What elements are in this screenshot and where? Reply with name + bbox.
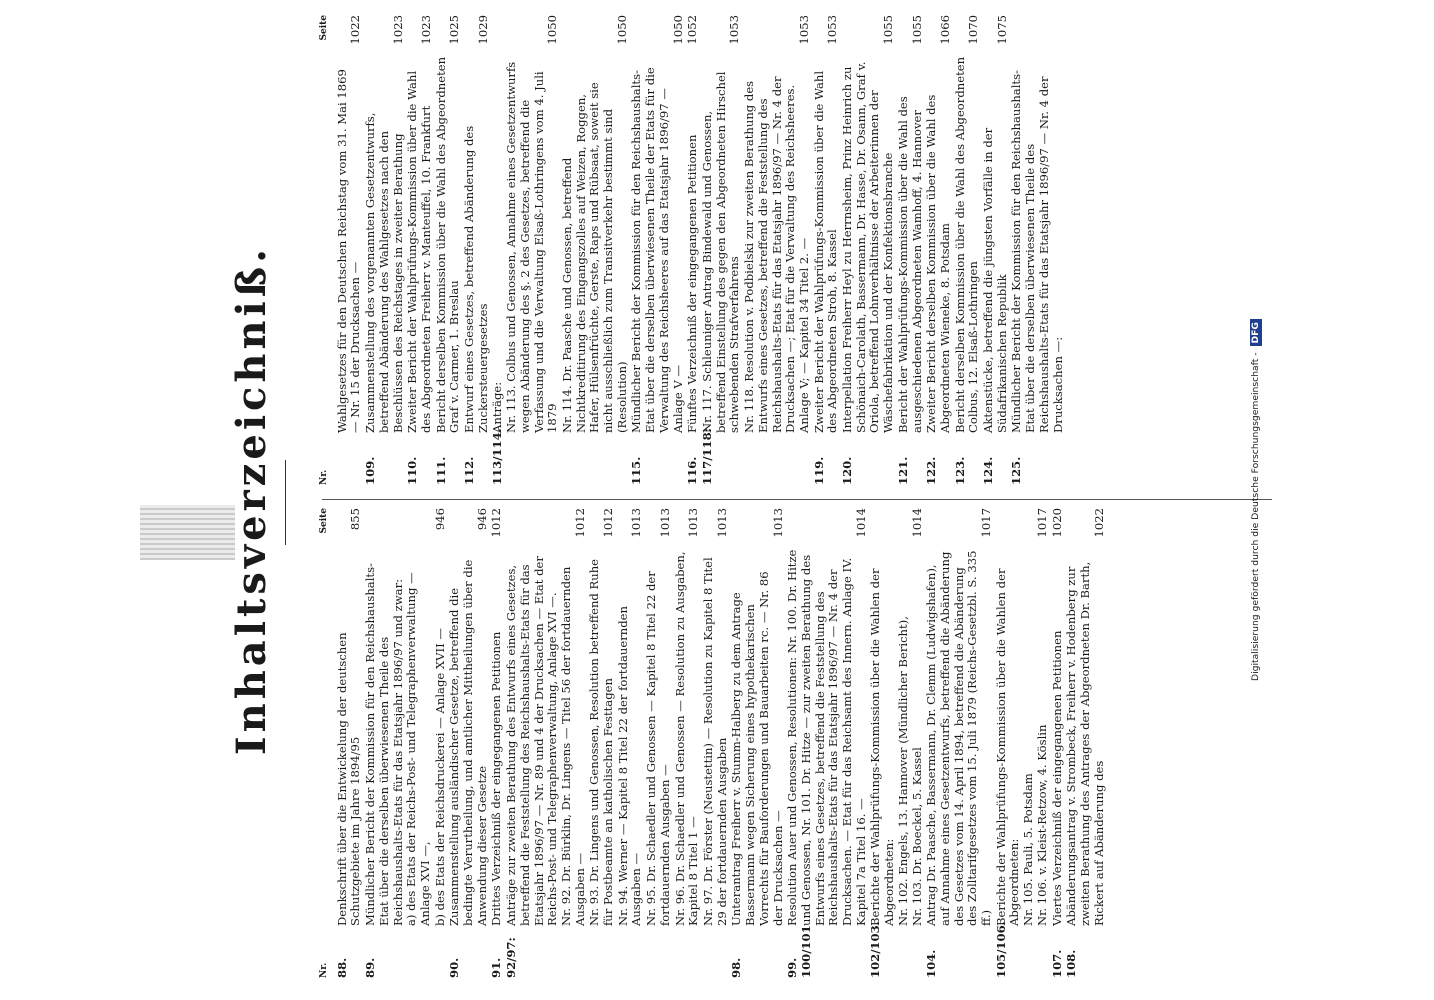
entry-page: 1013 bbox=[686, 508, 701, 538]
entry-number bbox=[336, 433, 363, 485]
entry-text: Zweiter Bericht der Wahlprüfungs-Kommission über die Wahl des Abgeordneten Freiherr v. Manteuffel, 10. Frankfurt bbox=[405, 70, 433, 433]
dfg-logo: DFG bbox=[1250, 319, 1262, 346]
entry-text: Fünftes Verzeichniß der eingegangenen Petitionen bbox=[685, 134, 700, 433]
entry-page: 1013 bbox=[629, 508, 644, 538]
entry-page: 1020 bbox=[1049, 508, 1064, 538]
entry-text: Abänderungsantrag v. Strombeck, Freiherr v. Hodenberg zur zweiten Berathung des Antrages der Abgeordneten Dr. Barth, Rickert auf Abänderung des bbox=[1064, 561, 1106, 926]
entry-text: Anträge zur zweiten Berathung des Entwurfs eines Gesetzes, betreffend die Feststellung des Reichshaushalts-Etats für das Etatsjahr 1896/97 — Nr. 89 und 4 der Drucksachen — Etat der Reichs-Post- und Telegraphenverwaltung, Anlage XVI —. Nr. 92. Dr. Bürklin, Dr. Lingens — Titel 56 der fortdauernden Ausgaben — bbox=[504, 556, 587, 926]
toc-entry bbox=[1010, 15, 1065, 485]
entry-number bbox=[645, 926, 672, 978]
entry-number: 91. bbox=[489, 957, 504, 978]
entry-number: 110. bbox=[405, 456, 420, 485]
toc-entry bbox=[336, 15, 363, 485]
toc-entry bbox=[630, 15, 685, 485]
entry-text: Mündlicher Bericht der Kommission für den Reichshaushalts-Etat über die derselben überwiesenen Theile des Reichshaushalts-Etats für das Etatsjahr 1896/97 — Nr. 4 der Drucksachen —: bbox=[1009, 70, 1065, 433]
entry-text: Zusammenstellung ausländischer Gesetze, betreffend die bedingte Verurtheilung, und amtlicher Mittheilungen über die Anwendung dieser Gesetze bbox=[447, 559, 489, 926]
toc-entry bbox=[982, 15, 1009, 485]
toc-entry bbox=[588, 508, 615, 978]
page-title: Inhaltsverzeichniß. bbox=[228, 244, 275, 756]
footer-text: Digitalisierung gefördert durch die Deutsche Forschungsgemeinschaft - bbox=[1250, 352, 1261, 681]
toc-entry bbox=[925, 15, 952, 485]
left-column-header bbox=[318, 508, 332, 978]
entry-text: Nr. 96. Dr. Schaedler und Genossen — Resolution zu Ausgaben, Kapitel 8 Titel 1 — bbox=[672, 551, 701, 926]
entry-page: 1022 bbox=[348, 15, 363, 45]
entry-number: 108. bbox=[1064, 949, 1079, 978]
entry-page: 1017 bbox=[1034, 508, 1049, 538]
entry-number: 121. bbox=[895, 456, 910, 485]
page-column-label: Seite bbox=[319, 508, 329, 534]
entry-number: 98. bbox=[729, 957, 744, 978]
entry-text: Nr. 95. Dr. Schaedler und Genossen — Kapitel 8 Titel 22 der fortdauernden Ausgaben — bbox=[644, 571, 672, 926]
entry-page: 946 bbox=[474, 508, 489, 531]
entry-number: 109. bbox=[363, 456, 378, 485]
toc-entry bbox=[730, 508, 785, 978]
entry-text: Zweiter Bericht der Wahlprüfungs-Kommission über die Wahl des Abgeordneten Stroh, 8. Kassel bbox=[811, 70, 840, 433]
toc-entry bbox=[505, 508, 587, 978]
toc-entry bbox=[406, 15, 433, 485]
right-entries bbox=[336, 15, 1066, 485]
entry-text: Nr. 93. Dr. Lingens und Genossen, Resolution betreffend Ruhe für Postbeamte an katholischen Festtagen bbox=[587, 558, 616, 926]
entry-page: 1070 bbox=[966, 15, 981, 45]
toc-entry bbox=[686, 15, 700, 485]
entry-number bbox=[674, 926, 701, 978]
entry-page: 1053 bbox=[825, 15, 840, 45]
entry-page: 1023 bbox=[418, 15, 433, 45]
entry-number: 92/97: bbox=[504, 937, 519, 978]
entry-number: 122. bbox=[924, 456, 939, 485]
entry-page: 1013 bbox=[770, 508, 785, 538]
toc-entry bbox=[645, 508, 672, 978]
entry-page: 1055 bbox=[881, 15, 896, 45]
library-stamp bbox=[140, 505, 235, 560]
entry-number: 113/114. bbox=[490, 428, 505, 485]
number-column-label: Nr. bbox=[319, 469, 329, 485]
entry-text: Unterantrag Freiherr v. Stumm-Halberg zu dem Antrage Bassermann wegen Sicherung eines hypothekarischen Vorrechts für Bauforderungen und Bauarbeiten rc. — Nr. 86 der Drucksachen — bbox=[729, 571, 785, 926]
entry-page: 1029 bbox=[475, 15, 490, 45]
entry-page: 946 bbox=[432, 508, 447, 531]
toc-entry bbox=[813, 15, 840, 485]
entry-page: 1014 bbox=[853, 508, 868, 538]
number-column-label: Nr. bbox=[319, 962, 329, 978]
entry-text: Nr. 94. Werner — Kapitel 8 Titel 22 der fortdauernden Ausgaben — bbox=[615, 606, 644, 926]
entry-number: 89. bbox=[363, 957, 378, 978]
toc-entry bbox=[435, 15, 462, 485]
entry-text: Zweiter Bericht derselben Kommission über die Wahl des Abgeordneten Wieneke, 8. Potsdam bbox=[924, 94, 952, 433]
entry-page: 1017 bbox=[979, 508, 994, 538]
entry-page: 1055 bbox=[909, 15, 924, 45]
entry-number bbox=[588, 926, 615, 978]
entry-number: 104. bbox=[924, 949, 939, 978]
toc-entry bbox=[743, 15, 812, 485]
entry-page: 1013 bbox=[657, 508, 672, 538]
left-column bbox=[318, 508, 1278, 978]
entry-page: 1066 bbox=[937, 15, 952, 45]
entry-number: 120. bbox=[840, 456, 855, 485]
entry-number bbox=[617, 926, 644, 978]
entry-page: 855 bbox=[348, 508, 363, 531]
entry-text: Mündlicher Bericht der Kommission für den Reichshaushalts-Etat über die derselben überwiesenen Theile der Etats für die Verwaltung des Reichsheeres auf das Etatsjahr 1896/97 — Anlage V — bbox=[629, 67, 685, 433]
entry-text: Aktenstücke, betreffend die jüngsten Vorfälle in der Südafrikanischen Republik bbox=[981, 127, 1009, 433]
entry-text: Bericht derselben Kommission über die Wahl des Abgeordneten Graf v. Carmer, 1. Breslau bbox=[433, 56, 462, 433]
toc-entry bbox=[448, 508, 489, 978]
entry-text: Bericht der Wahlprüfungs-Kommission über die Wahl des ausgeschiedenen Abgeordneten Wamhoff, 4. Hannover bbox=[895, 96, 924, 433]
toc-entry bbox=[701, 15, 742, 485]
entry-number: 107. bbox=[1049, 949, 1064, 978]
entry-text: b) des Etats der Reichsdruckerei — Anlage XVII — bbox=[432, 628, 447, 926]
column-divider bbox=[322, 499, 1272, 500]
entry-text: Drittes Verzeichniß der eingegangenen Petitionen bbox=[489, 631, 504, 926]
entry-page: 1052 bbox=[685, 15, 700, 45]
entry-page: 1023 bbox=[390, 15, 405, 45]
toc-entry bbox=[434, 508, 448, 978]
entry-page: 1022 bbox=[1091, 508, 1106, 538]
entry-number bbox=[743, 433, 812, 485]
entry-page: 1053 bbox=[796, 15, 811, 45]
entry-number bbox=[434, 926, 448, 978]
entry-text: Berichte der Wahlprüfungs-Kommission über die Wahlen der Abgeordneten: Nr. 105. Pauli, 5. Potsdam Nr. 106. v. Kleist-Retzow, 4. Köslin bbox=[993, 568, 1049, 926]
entry-page: 1012 bbox=[489, 508, 504, 538]
toc-entry bbox=[1051, 508, 1065, 978]
entry-text: Nr. 114. Dr. Paasche und Genossen, betreffend Nichtkreditirung des Eingangszolles auf Weizen, Roggen, Hafer, Hülsenfrüchte, Gerste, Raps und Rübsaat, soweit sie nicht ausschließlich zum Transitverkehr bestimmt sind (Resolution) bbox=[559, 82, 629, 433]
entry-page: 1012 bbox=[572, 508, 587, 538]
entry-page: 1013 bbox=[714, 508, 729, 538]
toc-entry bbox=[702, 508, 729, 978]
entry-number: 105/106. bbox=[993, 921, 1008, 978]
entry-number: 99. 100/101 bbox=[785, 925, 813, 978]
entry-text: Wahlgesetzes für den Deutschen Reichstag vom 31. Mai 1869 — Nr. 15 der Drucksachen — bbox=[334, 69, 363, 433]
toc-entry bbox=[490, 508, 504, 978]
toc-entry bbox=[336, 508, 363, 978]
toc-entry bbox=[491, 15, 560, 485]
toc-entry bbox=[995, 508, 1050, 978]
toc-entry bbox=[561, 15, 630, 485]
toc-entry bbox=[841, 15, 896, 485]
entry-number: 111. bbox=[433, 456, 448, 485]
toc-entry bbox=[897, 15, 924, 485]
toc-entry bbox=[617, 508, 644, 978]
entry-number: 90. bbox=[447, 957, 462, 978]
toc-entry bbox=[364, 508, 433, 978]
entry-number: 123. bbox=[952, 456, 967, 485]
toc-entry bbox=[925, 508, 994, 978]
page-column-label: Seite bbox=[319, 15, 329, 41]
entry-number: 124. bbox=[981, 456, 996, 485]
entry-page: 1075 bbox=[994, 15, 1009, 45]
entry-number: 112. bbox=[462, 456, 477, 485]
toc-entry bbox=[869, 508, 924, 978]
entry-page: 1050 bbox=[670, 15, 685, 45]
entry-text: Bericht derselben Kommission über die Wahl des Abgeordneten Colbus, 12. Elsaß-Lothringen bbox=[952, 56, 981, 433]
entry-text: Zusammenstellung des vorgenannten Gesetzentwurfs, betreffend Abänderung des Wahlgesetzes nach den Beschlüssen des Reichstages in zweiter Berathung bbox=[363, 112, 405, 433]
right-column-header bbox=[318, 15, 332, 485]
entry-text: Resolution Auer und Genossen, Resolutionen: Nr. 100. Dr. Hitze und Genossen, Nr. 101. Dr. Hitze — zur zweiten Berathung des Entwurfs eines Gesetzes, betreffend die Feststellung des Reichshaushalts-Etats für das Etatsjahr 1896/97 — Nr. 4 der Drucksachen. — Etat für das Reichsamt des Innern. Anlage IV. Kapitel 7a Titel 16. — bbox=[785, 549, 868, 926]
entry-number: 119. bbox=[811, 456, 826, 485]
entry-text: Entwurf eines Gesetzes, betreffend Abänderung des Zuckersteuergesetzes bbox=[462, 125, 490, 433]
entry-number: 102/103. bbox=[868, 921, 883, 978]
entry-text: Nr. 118. Resolution v. Podbielski zur zweiten Berathung des Entwurfs eines Gesetzes, betreffend die Feststellung des Reichshaushalts-Etats für das Etatsjahr 1896/97 — Nr. 4 der Drucksachen —; Etat für die Verwaltung des Reichsheeres. Anlage V; — Kapitel 34 Titel 2. — bbox=[742, 76, 811, 433]
entry-text: Nr. 117. Schleuniger Antrag Bindewald und Genossen, betreffend Einstellung des gegen den Abgeordneten Hirschel schwebenden Strafverfahrens bbox=[699, 71, 742, 433]
entry-number bbox=[561, 433, 630, 485]
entry-text: Denkschrift über die Entwickelung der deutschen Schutzgebiete im Jahre 1894/95 bbox=[334, 632, 363, 926]
entry-number: 88. bbox=[334, 957, 349, 978]
entry-page: 1025 bbox=[447, 15, 462, 45]
title-rule bbox=[285, 460, 286, 545]
right-column bbox=[318, 15, 1278, 485]
entry-number: 125. bbox=[1009, 456, 1024, 485]
entry-number bbox=[702, 926, 729, 978]
toc-entry bbox=[674, 508, 701, 978]
entry-page: 1050 bbox=[545, 15, 560, 45]
entry-number: 116. bbox=[685, 456, 700, 485]
toc-entry bbox=[786, 508, 868, 978]
entry-text: Mündlicher Bericht der Kommission für den Reichshaushalts-Etat über die derselben überwiesenen Theile des Reichshaushalts-Etats für das Etatsjahr 1896/97 und zwar: a) des Etats der Reichs-Post- und Telegraphenverwaltung — Anlage XVI —, bbox=[363, 563, 432, 926]
entry-page: 1014 bbox=[909, 508, 924, 538]
toc-entry bbox=[954, 15, 981, 485]
toc-entry bbox=[463, 15, 490, 485]
entry-text: Anträge: Nr. 113. Colbus und Genossen, Annahme eines Gesetzentwurfs wegen Abänderung des §. 2 des Gesetzes, betreffend die Verfassung und die Verwaltung Elsaß-Lothringens vom 4. Juli 1879 bbox=[490, 61, 560, 433]
entry-page: 1053 bbox=[727, 15, 742, 45]
toc-entry bbox=[1065, 508, 1106, 978]
entry-page: 1012 bbox=[601, 508, 616, 538]
toc-entry bbox=[364, 15, 405, 485]
entry-text: Antrag Dr. Paasche, Bassermann, Dr. Clemm (Ludwigshafen), auf Annahme eines Gesetzentwurfs, betreffend die Abänderung des Gesetzes vom 14. April 1894, betreffend die Abänderung des Zolltarifgesetzes vom 15. Juli 1879 (Reichs-Gesetzbl. S. 335 ff.) bbox=[924, 550, 994, 926]
digitization-footer bbox=[1250, 165, 1262, 835]
entry-text: Berichte der Wahlprüfungs-Kommission über die Wahlen der Abgeordneten: Nr. 102. Engels, 13. Hannover (Mündlicher Bericht), Nr. 103. Dr. Boeckel, 5. Kassel bbox=[868, 568, 924, 926]
entry-text: Interpellation Freiherr Heyl zu Herrnsheim, Prinz Heinrich zu Schönaich-Carolath, Bassermann, Dr. Hasse, Dr. Osann, Graf v. Oriola, betreffend Lohnverhältnisse der Arbeiterinnen der Wäschefabrikation und der Konfektionsbranche bbox=[840, 61, 896, 433]
entry-number: 117/118: bbox=[699, 428, 714, 485]
entry-text: Nr. 97. Dr. Förster (Neustettin) — Resolution zu Kapitel 8 Titel 29 der fortdauernden Ausgaben bbox=[700, 557, 729, 926]
entry-text: Viertes Verzeichniß der eingegangenen Petitionen bbox=[1049, 630, 1064, 926]
left-entries bbox=[336, 508, 1107, 978]
entry-page: 1050 bbox=[614, 15, 629, 45]
entry-number: 115. bbox=[629, 456, 644, 485]
